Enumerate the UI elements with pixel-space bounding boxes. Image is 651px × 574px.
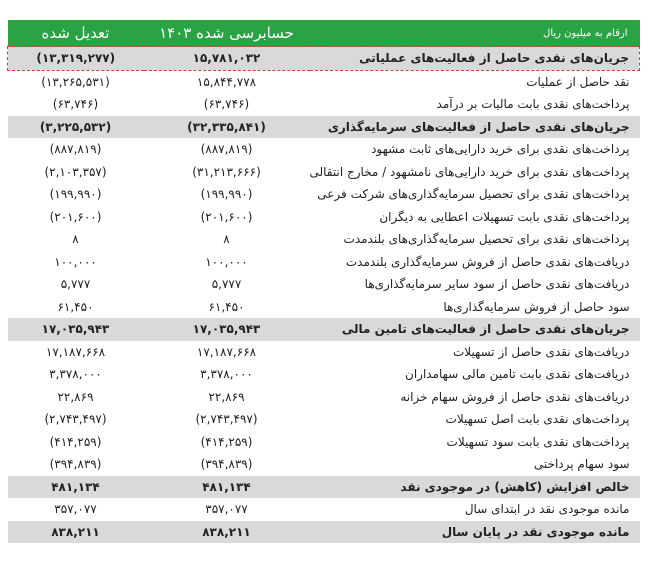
row-label: پرداخت‌های نقدی بابت سود تسهیلات — [446, 434, 630, 449]
audited-value: ۱۰۰,۰۰۰ — [205, 254, 248, 269]
row-label: جریان‌های نقدی حاصل از فعالیت‌های سرمایه‌گذاری — [310, 116, 640, 139]
row-label: دریافت‌های نقدی حاصل از تسهیلات — [452, 344, 630, 359]
table-row — [8, 70, 640, 93]
header-adjusted-column: تعدیل شده — [8, 20, 144, 47]
row-label: پرداخت‌های نقدی بابت مالیات بر درآمد — [436, 97, 630, 112]
table-row — [8, 318, 640, 341]
adjusted-value: ۱۷,۰۳۵,۹۴۳ — [8, 318, 144, 341]
adjusted-value: (۲,۱۰۳,۳۵۷) — [44, 164, 107, 179]
audited-value: (۸۸۷,۸۱۹) — [200, 142, 253, 157]
row-label: پرداخت‌های نقدی برای تحصیل سرمایه‌گذاری‌های بلندمدت — [343, 232, 630, 247]
row-label: دریافت‌های نقدی حاصل از فروش سهام خزانه — [400, 389, 630, 404]
adjusted-value: ۱۷,۱۸۷,۶۶۸ — [45, 344, 106, 359]
adjusted-value: (۴۱۴,۲۵۹) — [49, 434, 102, 449]
adjusted-value: ۳,۳۷۸,۰۰۰ — [49, 367, 102, 382]
adjusted-value: ۸ — [72, 232, 79, 247]
audited-value: (۱۹۹,۹۹۰) — [200, 187, 253, 202]
audited-value: ۱۷,۰۳۵,۹۴۳ — [144, 318, 310, 341]
audited-value: ۳,۳۷۸,۰۰۰ — [200, 367, 253, 382]
audited-value: ۸ — [223, 232, 230, 247]
table-row — [8, 183, 640, 206]
table-row — [8, 161, 640, 184]
row-label: مانده موجودی نقد در ابتدای سال — [464, 502, 630, 517]
table-row — [8, 521, 640, 544]
table-row — [8, 431, 640, 454]
row-label: جریان‌های نقدی حاصل از فعالیت‌های تامین مالی — [310, 318, 640, 341]
adjusted-value: ۴۸۱,۱۳۴ — [8, 476, 144, 499]
adjusted-value: (۳۹۴,۸۳۹) — [49, 457, 102, 472]
audited-value: (۳۲,۳۳۵,۸۴۱) — [144, 116, 310, 139]
table-row — [8, 273, 640, 296]
row-label: خالص افزایش (کاهش) در موجودی نقد — [310, 476, 640, 499]
audited-value: ۴۸۱,۱۳۴ — [144, 476, 310, 499]
row-label: پرداخت‌های نقدی بابت اصل تسهیلات — [445, 412, 630, 427]
adjusted-value: ۲۲,۸۶۹ — [57, 389, 94, 404]
adjusted-value: (۱۹۹,۹۹۰) — [49, 187, 102, 202]
audited-value: (۴۱۴,۲۵۹) — [200, 434, 253, 449]
table-row — [8, 251, 640, 274]
audited-value: (۳۱,۲۱۳,۶۶۶) — [192, 164, 261, 179]
row-label: سود حاصل از فروش سرمایه‌گذاری‌ها — [443, 299, 630, 314]
adjusted-value: ۶۱,۴۵۰ — [57, 299, 94, 314]
adjusted-value: (۸۸۷,۸۱۹) — [49, 142, 102, 157]
row-label: پرداخت‌های نقدی بابت تسهیلات اعطایی به دیگران — [379, 209, 630, 224]
header-audited-column: حسابرسی شده ۱۴۰۳ — [144, 20, 310, 47]
row-label: نقد حاصل از عملیات — [526, 74, 630, 89]
table-row — [8, 296, 640, 319]
row-label: سود سهام پرداختی — [533, 457, 630, 472]
row-label: دریافت‌های نقدی حاصل از سود سایر سرمایه‌گذاری‌ها — [364, 277, 630, 292]
audited-value: (۳۹۴,۸۳۹) — [200, 457, 253, 472]
audited-value: (۲,۷۴۳,۴۹۷) — [195, 412, 258, 427]
table-row — [8, 116, 640, 139]
row-label: دریافت‌های نقدی حاصل از فروش سرمایه‌گذاری بلندمدت — [345, 254, 630, 269]
row-label: پرداخت‌های نقدی برای تحصیل سرمایه‌گذاری‌های شرکت فرعی — [317, 187, 630, 202]
table-header-row — [8, 20, 640, 47]
adjusted-value: (۲,۷۴۳,۴۹۷) — [44, 412, 107, 427]
table-row — [8, 453, 640, 476]
adjusted-value: ۸۳۸,۲۱۱ — [8, 521, 144, 544]
table-row — [8, 341, 640, 364]
table-row — [8, 206, 640, 229]
audited-value: ۱۵,۸۴۴,۷۷۸ — [196, 74, 257, 89]
audited-value: ۶۱,۴۵۰ — [208, 299, 245, 314]
table-row — [8, 47, 640, 71]
adjusted-value: (۱۳,۳۱۹,۲۷۷) — [8, 47, 144, 71]
row-label: دریافت‌های نقدی بابت تامین مالی سهامداران — [405, 367, 630, 382]
audited-value: ۵,۷۷۷ — [211, 277, 242, 292]
adjusted-value: (۳,۲۲۵,۵۳۲) — [8, 116, 144, 139]
header-label-column: ارقام به میلیون ریال — [310, 20, 640, 47]
audited-value: ۳۵۷,۰۷۷ — [205, 502, 248, 517]
adjusted-value: ۳۵۷,۰۷۷ — [54, 502, 97, 517]
row-label: پرداخت‌های نقدی برای خرید دارایی‌های نامشهود / مخارج انتقالی — [309, 164, 630, 179]
row-label: مانده موجودی نقد در پایان سال — [310, 521, 640, 544]
row-label: جریان‌های نقدی حاصل از فعالیت‌های عملیاتی — [310, 47, 640, 71]
audited-value: ۲۲,۸۶۹ — [208, 389, 245, 404]
table-row — [8, 386, 640, 409]
table-body — [8, 47, 640, 544]
audited-value: ۱۵,۷۸۱,۰۳۲ — [144, 47, 310, 71]
audited-value: ۸۳۸,۲۱۱ — [144, 521, 310, 544]
table-row — [8, 138, 640, 161]
audited-value: (۲۰۱,۶۰۰) — [200, 209, 253, 224]
adjusted-value: (۲۰۱,۶۰۰) — [49, 209, 102, 224]
table-row — [8, 408, 640, 431]
audited-value: (۶۳,۷۴۶) — [203, 97, 250, 112]
adjusted-value: (۶۳,۷۴۶) — [52, 97, 99, 112]
table-row — [8, 93, 640, 116]
adjusted-value: (۱۳,۲۶۵,۵۳۱) — [41, 74, 110, 89]
table-row — [8, 476, 640, 499]
table-row — [8, 228, 640, 251]
adjusted-value: ۵,۷۷۷ — [60, 277, 91, 292]
table-row — [8, 498, 640, 521]
row-label: پرداخت‌های نقدی برای خرید دارایی‌های ثابت مشهود — [371, 142, 630, 157]
adjusted-value: ۱۰۰,۰۰۰ — [54, 254, 97, 269]
table-row — [8, 363, 640, 386]
cash-flow-table — [7, 20, 640, 543]
audited-value: ۱۷,۱۸۷,۶۶۸ — [196, 344, 257, 359]
